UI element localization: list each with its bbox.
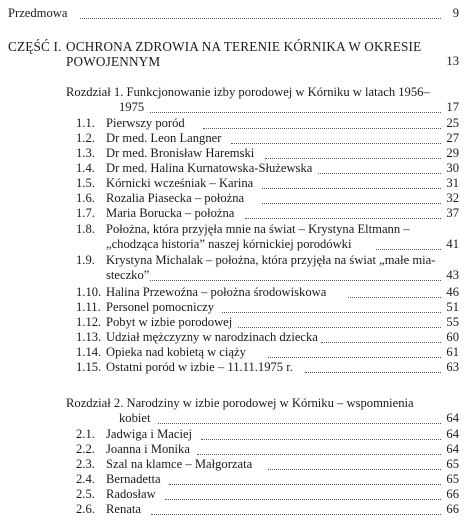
dot-leader bbox=[348, 297, 441, 298]
section-number: 1.14. bbox=[76, 345, 102, 359]
section-number: 2.4. bbox=[76, 472, 95, 486]
dot-leader bbox=[80, 18, 441, 19]
section-title: Renata bbox=[106, 502, 141, 516]
section-title: Kórnicki wcześniak – Karina bbox=[106, 176, 254, 190]
section-page: 64 bbox=[446, 442, 459, 456]
section-title: Udział mężczyzny w narodzinach dziecka bbox=[106, 330, 318, 344]
dot-leader bbox=[238, 327, 441, 328]
dot-leader bbox=[305, 372, 441, 373]
section-title: Położna, która przyjęła mnie na świat – Krystyna Eltmann – bbox=[106, 222, 410, 236]
section-number: 1.10. bbox=[76, 285, 102, 299]
section-number: 1.2. bbox=[76, 131, 95, 145]
dot-leader bbox=[165, 499, 441, 500]
section-title: Krystyna Michalak – położna, która przyjęła na świat „małe mia- bbox=[106, 253, 436, 267]
section-title: Dr med. Halina Kurnatowska-Służewska bbox=[106, 161, 313, 175]
section-number: 1.13. bbox=[76, 330, 102, 344]
section-number: 1.11. bbox=[76, 300, 101, 314]
section-page: 32 bbox=[446, 191, 459, 205]
dot-leader bbox=[169, 484, 441, 485]
section-page: 30 bbox=[446, 161, 459, 175]
section-title: Pobyt w izbie porodowej bbox=[106, 315, 233, 329]
dot-leader bbox=[262, 188, 441, 189]
section-page: 63 bbox=[446, 360, 459, 374]
dot-leader bbox=[201, 439, 441, 440]
section-page: 27 bbox=[446, 131, 459, 145]
section-page: 41 bbox=[446, 237, 459, 251]
section-number: 1.6. bbox=[76, 191, 95, 205]
section-number: 1.9. bbox=[76, 253, 95, 267]
section-title: Joanna i Monika bbox=[106, 442, 190, 456]
chapter2-title-line2: kobiet bbox=[119, 411, 151, 425]
dot-leader bbox=[245, 218, 441, 219]
dot-leader bbox=[158, 423, 441, 424]
section-number: 1.3. bbox=[76, 146, 95, 160]
section-number: 1.12. bbox=[76, 315, 102, 329]
dot-leader bbox=[262, 203, 441, 204]
chapter1-title-line2: 1975 bbox=[119, 100, 145, 114]
section-page: 65 bbox=[446, 472, 459, 486]
section-page: 31 bbox=[446, 176, 459, 190]
section-page: 66 bbox=[446, 487, 459, 501]
dot-leader bbox=[265, 158, 441, 159]
toc-preface-page: 9 bbox=[452, 6, 459, 20]
section-number: 2.2. bbox=[76, 442, 95, 456]
dot-leader bbox=[197, 454, 441, 455]
chapter2-title-line1: Rozdział 2. Narodziny w izbie porodowej w Kórniku – wspomnienia bbox=[66, 396, 414, 410]
chapter2-page: 64 bbox=[446, 411, 459, 425]
section-page: 64 bbox=[446, 427, 459, 441]
section-number: 2.1. bbox=[76, 427, 95, 441]
section-title: Dr med. Leon Langner bbox=[106, 131, 222, 145]
section-page: 25 bbox=[446, 116, 459, 130]
dot-leader bbox=[376, 249, 441, 250]
section-number: 1.15. bbox=[76, 360, 102, 374]
section-title: Jadwiga i Maciej bbox=[106, 427, 193, 441]
section-number: 1.7. bbox=[76, 206, 95, 220]
section-title: Bernadetta bbox=[106, 472, 161, 486]
section-page: 60 bbox=[446, 330, 459, 344]
section-page: 55 bbox=[446, 315, 459, 329]
dot-leader bbox=[203, 128, 441, 129]
section-page: 46 bbox=[446, 285, 459, 299]
part-label: CZĘŚĆ I. bbox=[8, 39, 62, 54]
section-page: 43 bbox=[446, 268, 459, 282]
section-page: 29 bbox=[446, 146, 459, 160]
section-title: Opieka nad kobietą w ciąży bbox=[106, 345, 246, 359]
section-title: Maria Borucka – położna bbox=[106, 206, 235, 220]
dot-leader bbox=[231, 143, 441, 144]
section-number: 1.5. bbox=[76, 176, 95, 190]
section-page: 37 bbox=[446, 206, 459, 220]
section-title-continued: „chodząca historia” naszej kórnickiej porodówki bbox=[106, 237, 352, 251]
dot-leader bbox=[318, 173, 441, 174]
part-title-line2: POWOJENNYM bbox=[66, 54, 161, 69]
section-title: Dr med. Bronisław Haremski bbox=[106, 146, 255, 160]
dot-leader bbox=[321, 342, 441, 343]
chapter1-title-line1: Rozdział 1. Funkcjonowanie izby porodowej w Kórniku w latach 1956– bbox=[66, 85, 430, 99]
section-title: Radosław bbox=[106, 487, 156, 501]
section-title: Szal na klamce – Małgorzata bbox=[106, 457, 253, 471]
section-page: 65 bbox=[446, 457, 459, 471]
section-number: 1.8. bbox=[76, 222, 95, 236]
section-number: 1.1. bbox=[76, 116, 95, 130]
section-page: 66 bbox=[446, 502, 459, 516]
section-number: 2.6. bbox=[76, 502, 95, 516]
section-number: 1.4. bbox=[76, 161, 95, 175]
part-page: 13 bbox=[446, 54, 459, 68]
section-title: Personel pomocniczy bbox=[106, 300, 215, 314]
section-title-continued: steczko” bbox=[106, 268, 150, 282]
part-title-line1: OCHRONA ZDROWIA NA TERENIE KÓRNIKA W OKRESIE bbox=[66, 39, 422, 54]
dot-leader bbox=[150, 280, 441, 281]
dot-leader bbox=[222, 312, 441, 313]
section-title: Ostatni poród w izbie – 11.11.1975 r. bbox=[106, 360, 293, 374]
section-page: 51 bbox=[446, 300, 459, 314]
section-title: Rozalia Piasecka – położna bbox=[106, 191, 245, 205]
dot-leader bbox=[151, 514, 441, 515]
section-number: 2.5. bbox=[76, 487, 95, 501]
dot-leader bbox=[268, 357, 441, 358]
section-title: Pierwszy poród bbox=[106, 116, 185, 130]
section-page: 61 bbox=[446, 345, 459, 359]
dot-leader bbox=[150, 112, 441, 113]
chapter1-page: 17 bbox=[446, 100, 459, 114]
section-number: 2.3. bbox=[76, 457, 95, 471]
section-title: Halina Przewoźna – położna środowiskowa bbox=[106, 285, 327, 299]
dot-leader bbox=[268, 469, 441, 470]
toc-preface-label: Przedmowa bbox=[8, 6, 68, 20]
